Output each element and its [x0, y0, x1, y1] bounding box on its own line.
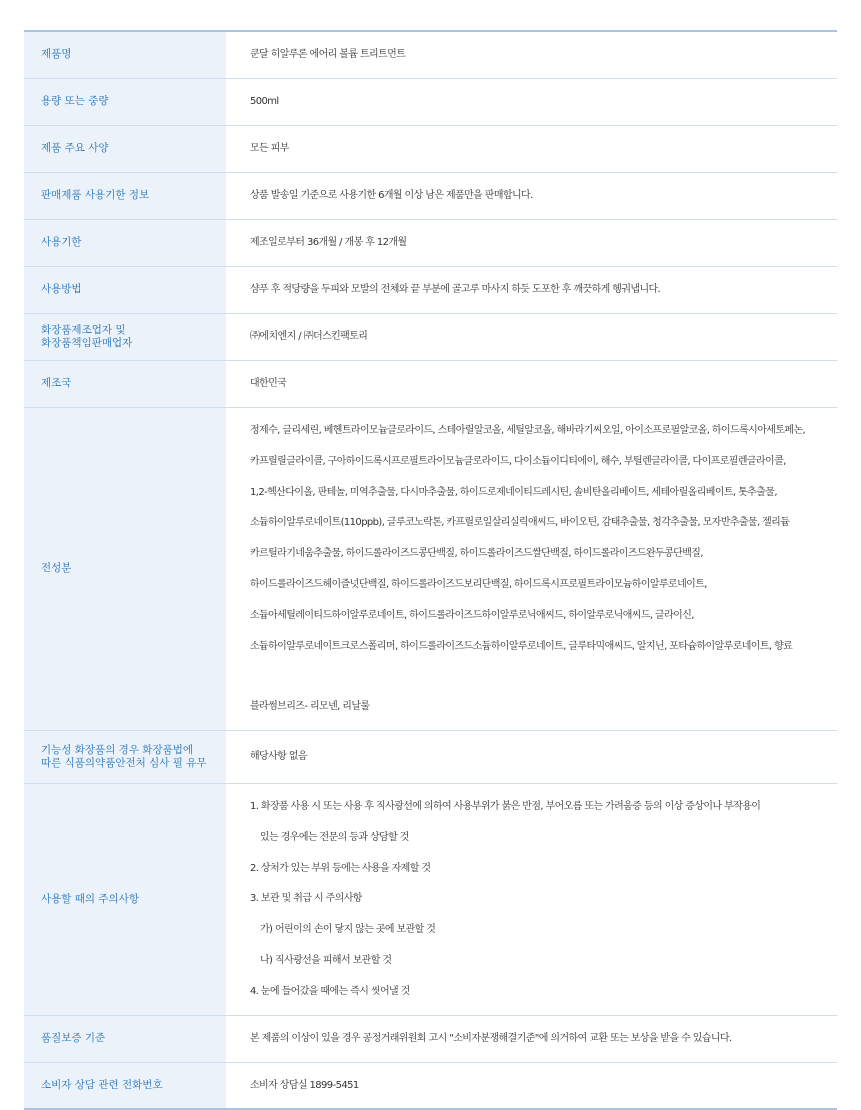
ingredient-spacer	[250, 669, 837, 683]
caution-line: 가) 어린이의 손이 닿지 않는 곳에 보관할 것	[260, 924, 436, 936]
row-value-expiry-info: 상품 발송일 기준으로 사용기한 6개월 이상 남은 제품만을 판매합니다.	[226, 172, 837, 219]
row-label-cautions: 사용할 때의 주의사항	[24, 783, 226, 1015]
ingredient-line: 1,2-헥산다이올, 판테놀, 미역추출물, 다시마추출물, 하이드로제네이티드레시틴, 솔비탄올리베이트, 세테아릴올리베이트, 톳추출물,	[250, 486, 777, 498]
row-value-functional-review: 해당사항 없음	[226, 730, 837, 783]
table-row	[24, 1015, 837, 1062]
caution-line: 3. 보관 및 취급 시 주의사항	[250, 893, 362, 905]
ingredient-line: 카르틸라기네움추출물, 하이드롤라이즈드콩단백질, 하이드롤라이즈드쌀단백질, 하이드롤라이즈드완두콩단백질,	[250, 548, 703, 560]
row-label-functional-review: 기능성 화장품의 경우 화장품법에 따른 식품의약품안전처 심사 필 유무	[24, 730, 226, 783]
row-value-main-spec: 모든 피부	[226, 125, 837, 172]
row-label-volume: 용량 또는 중량	[24, 78, 226, 125]
row-label-usage: 사용방법	[24, 266, 226, 313]
table-row	[24, 78, 837, 125]
table-row	[24, 266, 837, 313]
ingredient-line: 정제수, 글리세린, 베헨트라이모늄클로라이드, 스테아릴알코올, 세틸알코올, 해바라기씨오일, 아이소프로필알코올, 하이드록시아세토페논,	[250, 424, 806, 436]
row-label-customer-service: 소비자 상담 관련 전화번호	[24, 1062, 226, 1109]
table-row	[24, 407, 837, 730]
caution-line: 4. 눈에 들어갔을 때에는 즉시 씻어낼 것	[250, 985, 410, 997]
row-label-expiry-info: 판매제품 사용기한 정보	[24, 172, 226, 219]
table-row	[24, 172, 837, 219]
row-label-main-spec: 제품 주요 사양	[24, 125, 226, 172]
row-value-manufacturer: ㈜에치엔지 / ㈜더스킨팩토리	[226, 313, 837, 360]
table-row	[24, 360, 837, 407]
caution-line: 2. 상처가 있는 부위 등에는 사용을 자제할 것	[250, 862, 431, 874]
ingredient-line: 하이드롤라이즈드헤이즐넛단백질, 하이드롤라이즈드보리단백질, 하이드록시프로필트라이모늄하이알루로네이트,	[250, 578, 707, 590]
table-row	[24, 783, 837, 1015]
row-value-volume: 500ml	[226, 78, 837, 125]
row-label-product-name: 제품명	[24, 31, 226, 78]
table-row	[24, 125, 837, 172]
table-row	[24, 31, 837, 78]
ingredient-line: 카프릴릴글라이콜, 구아하이드록시프로필트라이모늄클로라이드, 다이소듐이디티에이, 해수, 부틸렌글라이콜, 다이프로필렌글라이콜,	[250, 455, 786, 467]
caution-line: 있는 경우에는 전문의 등과 상담할 것	[260, 831, 409, 843]
row-label-manufacturer: 화장품제조업자 및 화장품책임판매업자	[24, 313, 226, 360]
row-label-quality-guarantee: 품질보증 기준	[24, 1015, 226, 1062]
row-label-ingredients: 전성분	[24, 407, 226, 730]
row-value-cautions	[226, 783, 837, 1015]
row-label-shelf-life: 사용기한	[24, 219, 226, 266]
ingredient-line: 소듐하이알루로네이트(110ppb), 글루코노락톤, 카프릴로일살리실릭애씨드, 바이오틴, 감태추출물, 청각추출물, 모자반추출물, 젤리듐	[250, 517, 790, 529]
row-value-quality-guarantee: 본 제품의 이상이 있을 경우 공정거래위원회 고시 "소비자분쟁해결기준"에 의거하여 교환 또는 보상을 받을 수 있습니다.	[226, 1015, 837, 1062]
row-value-product-name: 쿤달 히알루론 에어리 볼륨 트리트먼트	[250, 49, 406, 61]
row-value-country: 대한민국	[226, 360, 837, 407]
caution-line: 1. 화장품 사용 시 또는 사용 후 직사광선에 의하여 사용부위가 붉은 반점, 부어오름 또는 가려움증 등의 이상 증상이나 부작용이	[250, 801, 761, 813]
row-value-ingredients	[226, 407, 837, 730]
ingredient-line: 소듐아세틸레이티드하이알루로네이트, 하이드롤라이즈드하이알루로닉애씨드, 하이알루로닉애씨드, 글라이신,	[250, 609, 694, 621]
table-row	[24, 730, 837, 783]
row-label-country: 제조국	[24, 360, 226, 407]
row-value-shelf-life: 제조일로부터 36개월 / 개봉 후 12개월	[226, 219, 837, 266]
table-row	[24, 219, 837, 266]
caution-line: 나) 직사광선을 피해서 보관할 것	[260, 955, 392, 967]
ingredient-line: 소듐하이알루로네이트크로스폴리머, 하이드롤라이즈드소듐하이알루로네이트, 글루타믹애씨드, 알지닌, 포타슘하이알루로네이트, 향료	[250, 640, 793, 652]
row-value-customer-service: 소비자 상담실 1899-5451	[226, 1062, 837, 1109]
product-info-table-wrapper	[24, 30, 837, 1110]
table-row	[24, 1062, 837, 1109]
fragrance-allergen-note: 블라썸브리즈- 리모넨, 리날룰	[250, 700, 370, 712]
product-info-table	[24, 30, 837, 1110]
table-row	[24, 313, 837, 360]
row-value-usage: 샴푸 후 적당량을 두피와 모발의 전체와 끝 부분에 골고루 마사지 하듯 도포한 후 깨끗하게 헹궈냅니다.	[226, 266, 837, 313]
